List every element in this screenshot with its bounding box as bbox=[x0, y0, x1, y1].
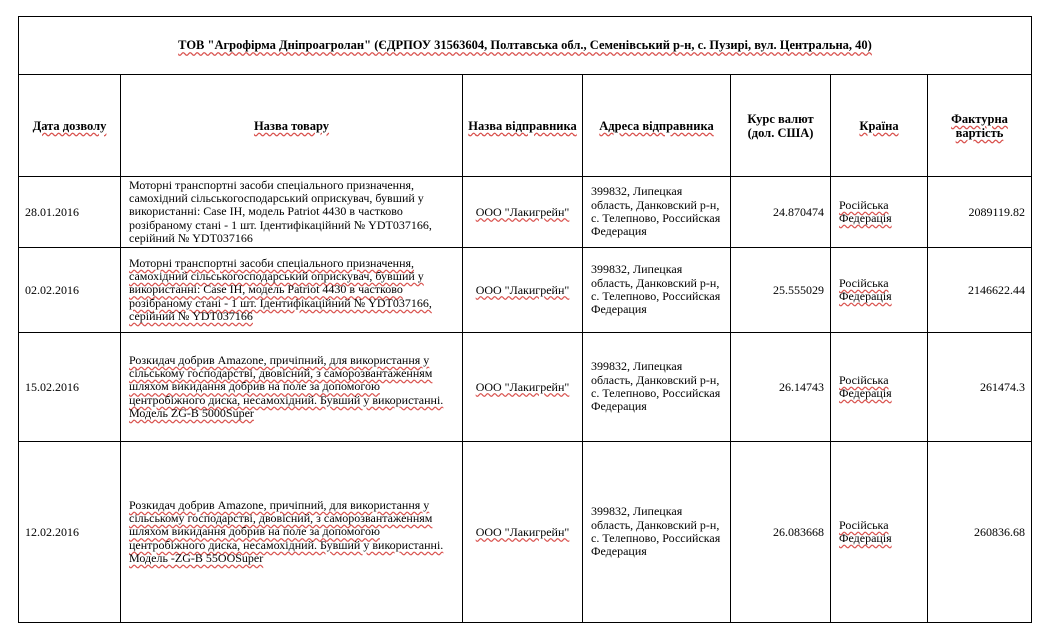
cell-value: 2089119.82 bbox=[928, 177, 1032, 248]
cell-rate: 26.14743 bbox=[731, 333, 831, 442]
header-sender: Назва відправника bbox=[463, 75, 583, 177]
table-row bbox=[19, 442, 1032, 623]
cell-rate: 24.870474 bbox=[731, 177, 831, 248]
cell-rate: 26.083668 bbox=[731, 442, 831, 623]
cell-address: 399832, Липецкая область, Данковский р-н, с. Телепново, Российская Федерация bbox=[583, 177, 731, 248]
cell-date: 28.01.2016 bbox=[19, 177, 121, 248]
cell-sender: ООО "Лакигрейн" bbox=[463, 333, 583, 442]
cell-date: 12.02.2016 bbox=[19, 442, 121, 623]
cell-address: 399832, Липецкая область, Данковский р-н, с. Телепново, Российская Федерация bbox=[583, 333, 731, 442]
cell-sender: ООО "Лакигрейн" bbox=[463, 248, 583, 333]
table-row bbox=[19, 248, 1032, 333]
cell-value: 261474.3 bbox=[928, 333, 1032, 442]
cell-country: Російська Федерація bbox=[831, 333, 928, 442]
table-row bbox=[19, 333, 1032, 442]
cell-date: 15.02.2016 bbox=[19, 333, 121, 442]
header-rate: Курс валют (дол. США) bbox=[731, 75, 831, 177]
cell-value: 260836.68 bbox=[928, 442, 1032, 623]
cell-address: 399832, Липецкая область, Данковский р-н, с. Телепново, Российская Федерация bbox=[583, 248, 731, 333]
cell-goods: Розкидач добрив Amazone, причіпний, для використання у сільському господарстві, двовісний, з саморозвантаженням шляхом викидання добрив на поле за допомогою центробіжного диска, несамохідний. Бувший у використанні. Модель -ZG-B 55OOSuper bbox=[121, 442, 463, 623]
cell-country: Російська Федерація bbox=[831, 442, 928, 623]
permits-table bbox=[18, 16, 1032, 623]
cell-country: Російська Федерація bbox=[831, 248, 928, 333]
cell-rate: 25.555029 bbox=[731, 248, 831, 333]
document-title: ТОВ "Агрофірма Дніпроагролан" (ЄДРПОУ 31563604, Полтавська обл., Семенівський р-н, с. Пузирі, вул. Центральна, 40) bbox=[19, 17, 1032, 75]
header-country: Країна bbox=[831, 75, 928, 177]
cell-country: Російська Федерація bbox=[831, 177, 928, 248]
table-row bbox=[19, 177, 1032, 248]
cell-address: 399832, Липецкая область, Данковский р-н, с. Телепново, Российская Федерация bbox=[583, 442, 731, 623]
cell-sender: ООО "Лакигрейн" bbox=[463, 177, 583, 248]
cell-goods: Моторні транспортні засоби спеціального призначення, самохідний сільськогосподарський оприскувач, бувший у використанні: Case IH, модель Patriot 4430 в частково розібраному стані - 1 шт. Ідентифікаційний № YDT037166, серійний № YDT037166 bbox=[121, 177, 463, 248]
header-sender-address: Адреса відправника bbox=[583, 75, 731, 177]
header-value: Фактурна вартість bbox=[928, 75, 1032, 177]
cell-date: 02.02.2016 bbox=[19, 248, 121, 333]
cell-sender: ООО "Лакигрейн" bbox=[463, 442, 583, 623]
header-goods: Назва товару bbox=[121, 75, 463, 177]
header-date: Дата дозволу bbox=[19, 75, 121, 177]
cell-goods: Розкидач добрив Amazone, причіпний, для використання у сільському господарстві, двовісний, з саморозвантаженням шляхом викидання добрив на поле за допомогою центробіжного диска, несамохідний. Бувший у використанні. Модель ZG-B 5000Super bbox=[121, 333, 463, 442]
cell-goods: Моторні транспортні засоби спеціального призначення, самохідний сільськогосподарський оприскувач, бувший у використанні: Case IH, модель Patriot 4430 в частково розібраному стані - 1 шт. Ідентифікаційний № YDT037166, серійний № YDT037166 bbox=[121, 248, 463, 333]
header-row bbox=[19, 75, 1032, 177]
cell-value: 2146622.44 bbox=[928, 248, 1032, 333]
